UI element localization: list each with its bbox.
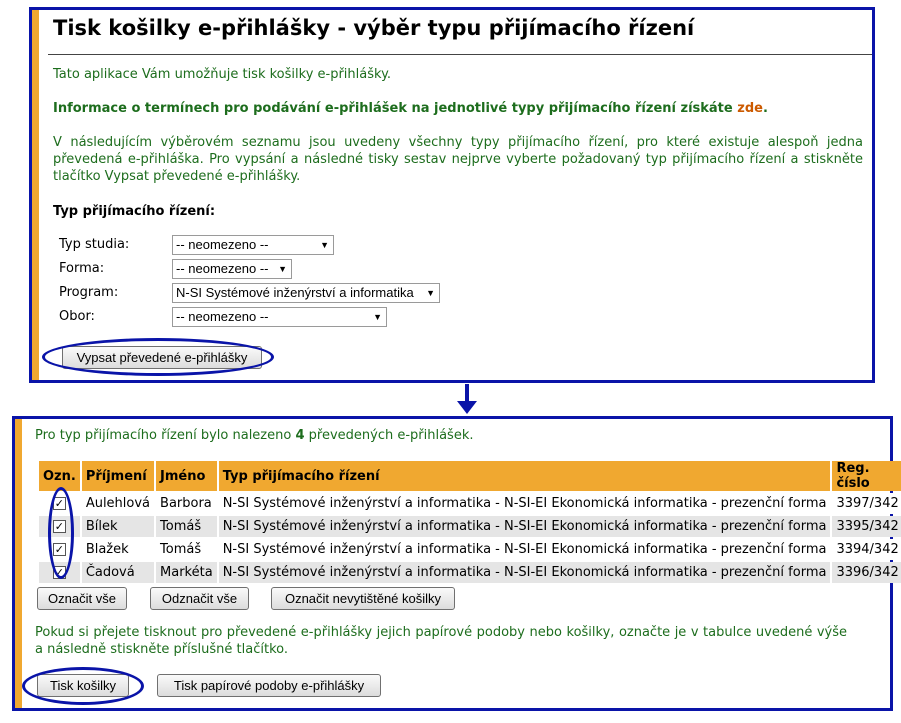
study-type-select[interactable] <box>172 235 334 255</box>
filter-label-form: Forma: <box>59 261 105 276</box>
deselect-all-button[interactable]: Odznačit vše <box>150 587 249 610</box>
column-header-reg[interactable]: Reg. číslo <box>832 461 901 491</box>
surname-cell: Blažek <box>82 539 154 560</box>
description-text: V následujícím výběrovém seznamu jsou uvedeny všechny typy přijímacího řízení, pro které existuje alespoň jedna převedená e-přihláška. Pro vypsání a následné tisky sestav nejprve vyberte požadovaný typ přijímacího řízení a stiskněte tlačítko Vypsat převedené e-přihlášky. <box>53 135 863 184</box>
table-row <box>39 539 901 560</box>
form-select[interactable] <box>172 259 292 279</box>
chevron-down-icon: ▼ <box>320 240 329 250</box>
page-title: Tisk košilky e-přihlášky - výběr typu přijímacího řízení <box>53 16 695 40</box>
chevron-down-icon: ▼ <box>278 264 287 274</box>
print-hint-text: Pokud si přejete tisknout pro převedené e-přihlášky jejich papírové podoby nebo košilky, označte je v tabulce uvedené výše a následně stiskněte příslušné tlačítko. <box>35 625 847 657</box>
row-checkbox[interactable]: ✓ <box>54 543 65 556</box>
print-paper-form-button[interactable]: Tisk papírové podoby e-přihlášky <box>157 674 381 697</box>
filter-panel <box>29 7 875 383</box>
table-row <box>39 516 901 537</box>
info-text-end: . <box>762 101 768 116</box>
program-value: N-SI Systémové inženýrství a informatika <box>176 285 414 300</box>
name-cell: Tomáš <box>156 516 217 537</box>
results-panel <box>12 416 899 711</box>
accent-stripe <box>32 10 39 380</box>
field-select[interactable] <box>172 307 387 327</box>
info-text-body: Informace o termínech pro podávání e-přihlášek na jednotlivé typy přijímacího řízení získáte <box>53 101 733 116</box>
info-text <box>53 100 768 117</box>
highlight-oval <box>22 667 144 705</box>
table-header-row <box>39 461 901 491</box>
name-cell: Barbora <box>156 493 217 514</box>
filter-label-study-type: Typ studia: <box>59 237 130 252</box>
column-header-surname[interactable]: Příjmení <box>82 461 154 491</box>
found-text <box>35 427 474 444</box>
type-cell: N-SI Systémové inženýrství a informatika - N-SI-EI Ekonomická informatika - prezenční forma <box>219 562 831 583</box>
highlight-oval <box>42 338 274 376</box>
found-suffix: převedených e-přihlášek. <box>308 428 474 443</box>
form-value: -- neomezeno -- <box>176 261 269 276</box>
reg-cell: 3397/342 <box>832 493 901 514</box>
column-header-type[interactable]: Typ přijímacího řízení <box>219 461 831 491</box>
select-all-button[interactable]: Označit vše <box>37 587 127 610</box>
table-row <box>39 493 901 514</box>
table-row <box>39 562 901 583</box>
info-link[interactable]: zde <box>737 101 763 116</box>
row-checkbox[interactable]: ✓ <box>54 566 65 579</box>
filter-label-program: Program: <box>59 285 119 300</box>
applications-table <box>37 459 901 585</box>
checkbox-highlight-oval <box>48 487 74 579</box>
surname-cell: Bílek <box>82 516 154 537</box>
surname-cell: Aulehlová <box>82 493 154 514</box>
filter-label-field: Obor: <box>59 309 95 324</box>
study-type-value: -- neomezeno -- <box>176 237 269 252</box>
intro-text: Tato aplikace Vám umožňuje tisk košilky e-přihlášky. <box>53 67 392 82</box>
column-header-mark[interactable]: Ozn. <box>39 461 80 491</box>
filter-heading: Typ přijímacího řízení: <box>53 204 216 219</box>
arrow-down-icon <box>455 384 479 416</box>
accent-stripe <box>15 419 22 708</box>
type-cell: N-SI Systémové inženýrství a informatika - N-SI-EI Ekonomická informatika - prezenční forma <box>219 493 831 514</box>
found-count: 4 <box>295 428 305 443</box>
type-cell: N-SI Systémové inženýrství a informatika - N-SI-EI Ekonomická informatika - prezenční forma <box>219 539 831 560</box>
title-divider <box>48 54 872 55</box>
type-cell: N-SI Systémové inženýrství a informatika - N-SI-EI Ekonomická informatika - prezenční forma <box>219 516 831 537</box>
reg-cell: 3396/342 <box>832 562 901 583</box>
program-select[interactable] <box>172 283 440 303</box>
name-cell: Tomáš <box>156 539 217 560</box>
row-checkbox[interactable]: ✓ <box>54 497 65 510</box>
surname-cell: Čadová <box>82 562 154 583</box>
column-header-name[interactable]: Jméno <box>156 461 217 491</box>
select-unprinted-button[interactable]: Označit nevytištěné košilky <box>271 587 455 610</box>
row-checkbox[interactable]: ✓ <box>54 520 65 533</box>
chevron-down-icon: ▼ <box>373 312 382 322</box>
name-cell: Markéta <box>156 562 217 583</box>
found-prefix: Pro typ přijímacího řízení bylo nalezeno <box>35 428 292 443</box>
reg-cell: 3395/342 <box>832 516 901 537</box>
print-cover-button[interactable]: Tisk košilky <box>37 674 129 697</box>
reg-cell: 3394/342 <box>832 539 901 560</box>
field-value: -- neomezeno -- <box>176 309 269 324</box>
chevron-down-icon: ▼ <box>426 288 435 298</box>
list-applications-button[interactable]: Vypsat převedené e-přihlášky <box>62 346 262 369</box>
